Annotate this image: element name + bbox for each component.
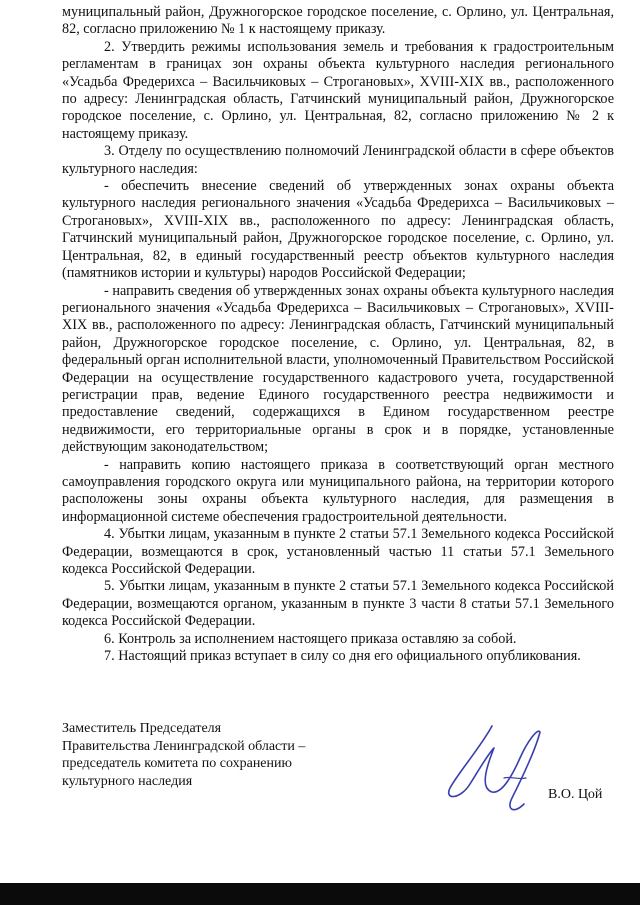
paragraph-item-4: 4. Убытки лицам, указанным в пункте 2 статьи 57.1 Земельного кодекса Российской Федерации, возмещаются в срок, установленный частью 11 статьи 57.1 Земельного кодекса Российской Федерации.: [62, 526, 614, 577]
scan-edge-bar: [0, 883, 640, 905]
paragraph-item-7: 7. Настоящий приказ вступает в силу со дня его официального опубликования.: [104, 648, 581, 665]
signatory-line-1: Заместитель Председателя: [62, 721, 222, 736]
paragraph-item-6: 6. Контроль за исполнением настоящего приказа оставляю за собой.: [104, 630, 517, 647]
paragraph-item-2: 2. Утвердить режимы использования земель и требования к градостроительным регламентам в границах зон охраны объекта культурного наследия регионального «Усадьба Фредерихса – Васильчиковых – Строгановых», XVIII-XIX вв., расположенного по адресу: Ленинградская область, Гатчинский муниципальный район, Дружногорское городское поселение, с. Орлино, ул. Центральная, 82, согласно приложению № 2 к настоящему приказу.: [62, 38, 614, 142]
paragraph-subitem-2: - направить сведения об утвержденных зонах охраны объекта культурного наследия регионального значения «Усадьба Фредерихса – Васильчиковых – Строгановых», XVIII-XIX вв., расположенного по адресу: Ленинградская область, Гатчинский муниципальный район, Дружногорское городское поселение, с. Орлино, ул. Центральная, 82, в федеральный орган исполнительной власти, уполномоченный Правительством Российской Федерации на осуществление государственного кадастрового учета, государственной регистрации прав, ведение Единого государственного реестра недвижимости и предоставление сведений, содержащихся в Едином государственном реестре недвижимости, его территориальные органы в срок и в порядке, установленные действующим законодательством;: [62, 282, 614, 456]
signatory-title: [62, 720, 382, 790]
paragraph-continuation: муниципальный район, Дружногорское городское поселение, с. Орлино, ул. Центральная, 82, согласно приложению № 1 к настоящему приказу.: [62, 4, 614, 38]
handwritten-signature: [440, 718, 560, 818]
signatory-line-4: культурного наследия: [62, 773, 193, 789]
signer-name: В.О. Цой: [548, 787, 603, 802]
paragraph-item-5: 5. Убытки лицам, указанным в пункте 2 статьи 57.1 Земельного кодекса Российской Федерации, возмещаются органом, указанным в пункте 3 части 8 статьи 57.1 Земельного кодекса Российской Федерации.: [62, 578, 614, 630]
paragraph-subitem-3: - направить копию настоящего приказа в соответствующий орган местного самоуправления городского округа или муниципального района, на территории которого расположены зоны охраны объекта культурного наследия, для размещения в информационной системе обеспечения градостроительной деятельности.: [62, 456, 614, 525]
paragraph-item-3: 3. Отделу по осуществлению полномочий Ленинградской области в сфере объектов культурного наследия:: [62, 143, 614, 177]
signatory-line-3: председатель комитета по сохранению: [62, 756, 292, 771]
paragraph-subitem-1: - обеспечить внесение сведений об утвержденных зонах охраны объекта культурного наследия регионального значения «Усадьба Фредерихса – Васильчиковых – Строгановых», XVIII-XIX вв., расположенного по адресу: Ленинградская область, Гатчинский муниципальный район, Дружногорское городское поселение, с. Орлино, ул. Центральная, 82, в единый государственный реестр объектов культурного наследия (памятников истории и культуры) народов Российской Федерации;: [62, 178, 614, 282]
signatory-line-2: Правительства Ленинградской области –: [62, 738, 306, 754]
document-body: [62, 4, 614, 665]
